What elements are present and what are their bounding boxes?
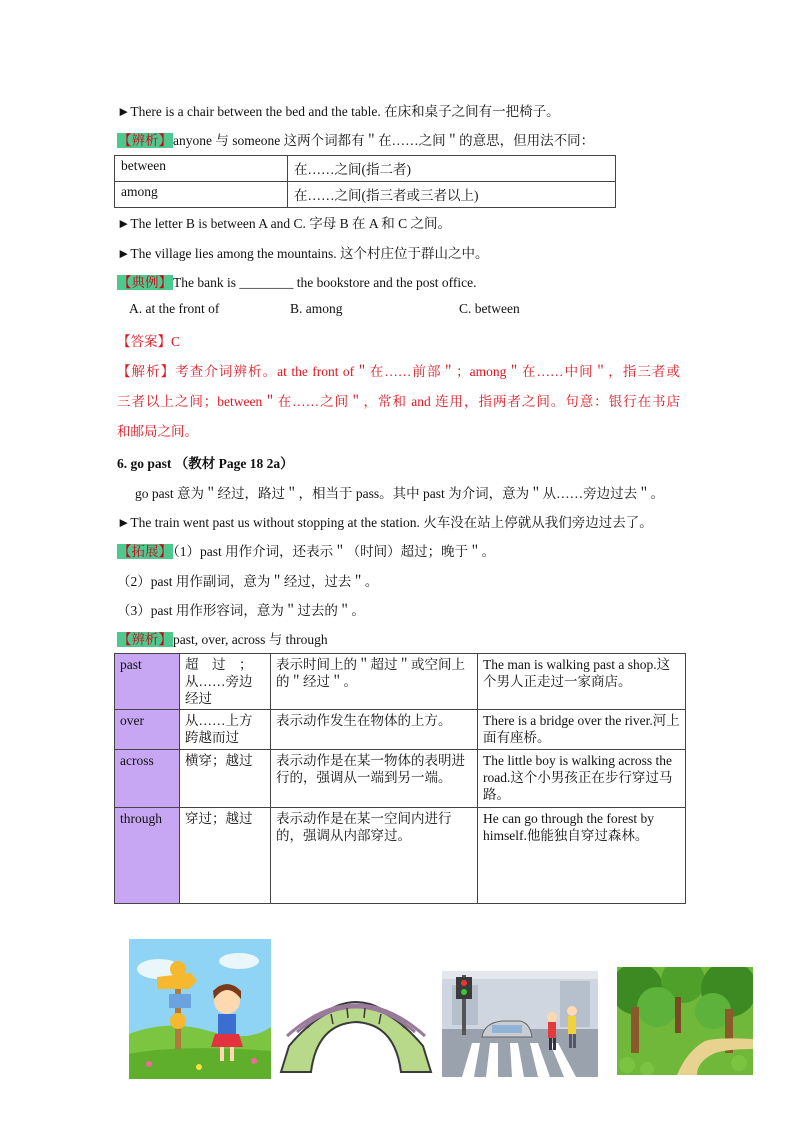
table-row — [115, 808, 686, 904]
table-cell: 表示动作是在某一空间内进行的，强调从内部穿过。 — [271, 808, 478, 904]
example-sentence-village: ►The village lies among the mountains. 这个村庄位于群山之中。 — [117, 246, 489, 261]
between-among-table — [114, 155, 616, 208]
extension-line-2: （2）past 用作副词，意为＂经过，过去＂。 — [117, 574, 379, 589]
table-cell: through — [115, 808, 180, 904]
analysis-line-3: 和邮局之间。 — [117, 424, 198, 439]
table-row — [115, 182, 616, 208]
go-past-example: ►The train went past us without stopping at the station. 火车没在站上停就从我们旁边过去了。 — [117, 515, 653, 530]
extension-line-3: （3）past 用作形容词，意为＂过去的＂。 — [117, 603, 365, 618]
girl-signpost-illustration — [129, 939, 271, 1079]
extension-line-1 — [117, 540, 495, 560]
table-cell: among — [115, 182, 288, 208]
table-cell: There is a bridge over the river.河上面有座桥。 — [478, 710, 686, 750]
typical-example-tag: 【典例】 — [118, 275, 172, 290]
extension-tag: 【拓展】 — [118, 544, 172, 559]
typical-example-text: The bank is ________ the bookstore and the post office. — [173, 275, 477, 290]
comparison-line — [117, 628, 328, 648]
table-cell: 表示动作发生在物体的上方。 — [271, 710, 478, 750]
table-cell: The little boy is walking across the road.这个小男孩正在步行穿过马路。 — [478, 750, 686, 808]
forest-illustration — [617, 967, 753, 1075]
comparison-text: past, over, across 与 through — [173, 632, 328, 647]
typical-example-line — [117, 271, 476, 291]
crosswalk-illustration — [442, 971, 598, 1077]
example-sentence-letter: ►The letter B is between A and C. 字母 B 在 A 和 C 之间。 — [117, 216, 451, 231]
table-row — [115, 156, 616, 182]
comparison-tag: 【辨析】 — [118, 632, 172, 647]
compare-line — [117, 129, 594, 149]
table-cell: past — [115, 654, 180, 710]
table-cell: 横穿；越过 — [180, 750, 271, 808]
table-cell: across — [115, 750, 180, 808]
analysis-line-2: 三者以上之间；between＂在……之间＂，常和 and 连用，指两者之间。句意：银行在书店 — [117, 394, 680, 409]
preposition-comparison-table — [114, 653, 686, 904]
go-past-definition: go past 意为＂经过，路过＂，相当于 pass。其中 past 为介词，意为＂从……旁边过去＂。 — [135, 486, 665, 501]
example-between-sentence: ►There is a chair between the bed and the table. 在床和桌子之间有一把椅子。 — [117, 104, 560, 119]
table-cell: 表示时间上的＂超过＂或空间上的＂经过＂。 — [271, 654, 478, 710]
table-row — [115, 710, 686, 750]
bridge-illustration — [277, 976, 435, 1076]
table-cell: 表示动作是在某一物体的表明进行的，强调从一端到另一端。 — [271, 750, 478, 808]
table-row — [115, 750, 686, 808]
table-cell: 从……上方跨越而过 — [180, 710, 271, 750]
table-cell: He can go through the forest by himself.他能独自穿过森林。 — [478, 808, 686, 904]
option-a: A. at the front of — [129, 301, 220, 316]
answer-line: 【答案】C — [117, 334, 181, 349]
extension-text-1: （1）past 用作介词，还表示＂（时间）超过；晚于＂。 — [173, 544, 496, 559]
table-cell: over — [115, 710, 180, 750]
table-cell: The man is walking past a shop.这个男人正走过一家商店。 — [478, 654, 686, 710]
option-c: C. between — [459, 301, 520, 316]
table-cell: 在……之间(指三者或三者以上) — [288, 182, 616, 208]
analysis-line-1: 【解析】考查介词辨析。at the front of＂在……前部＂；among＂在……中间＂，指三者或 — [117, 364, 680, 379]
table-row — [115, 654, 686, 710]
table-cell: 在……之间(指二者) — [288, 156, 616, 182]
compare-tag: 【辨析】 — [118, 133, 172, 148]
option-b: B. among — [290, 301, 343, 316]
table-cell: between — [115, 156, 288, 182]
table-cell: 穿过；越过 — [180, 808, 271, 904]
compare-text: anyone 与 someone 这两个词都有＂在……之间＂的意思，但用法不同： — [173, 133, 595, 148]
section-heading: 6. go past （教材 Page 18 2a） — [117, 456, 294, 471]
table-cell: 超 过 ；从……旁边经过 — [180, 654, 271, 710]
